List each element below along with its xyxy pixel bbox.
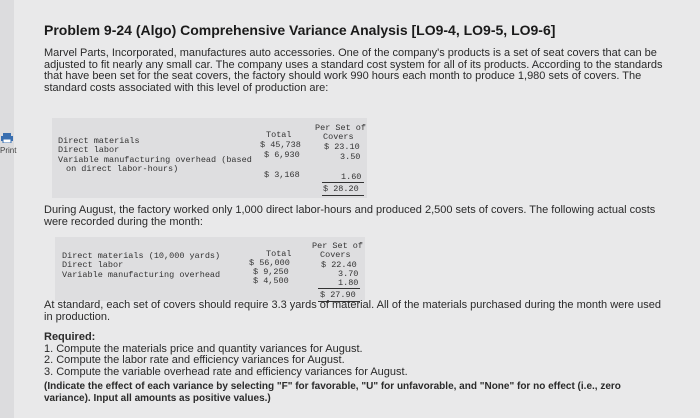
- act-row-per-set: 3.70: [338, 269, 359, 279]
- act-row-label: Direct materials (10,000 yards): [62, 251, 221, 261]
- standard-note: At standard, each set of covers should require 3.3 yards of material. All of the materials purchased during the month were used in production.: [44, 299, 661, 323]
- problem-intro: Marvel Parts, Incorporated, manufactures auto accessories. One of the company's products is a set of seat covers that can be adjusted to fit nearly any small car. The company uses a standard cost system for all of its products. According to the standards that have been set for the seat covers, the factory should work 990 hours each month to produce 1,980 sets of covers. The standard costs associated with this level of production are:: [44, 47, 663, 94]
- august-intro: During August, the factory worked only 1,000 direct labor-hours and produced 2,500 sets of covers. The following actual costs were recorded during the month:: [44, 204, 656, 228]
- required-item: 3. Compute the variable overhead rate and efficiency variances for August.: [44, 365, 408, 378]
- act-grand-total: $ 27.90: [320, 290, 356, 300]
- std-row-total: $ 45,738: [260, 140, 301, 150]
- std-row-label: Direct materials: [58, 136, 140, 146]
- instruction-note: (Indicate the effect of each variance by selecting "F" for favorable, "U" for unfavorable, and "None" for no effect (i.e., zero variance). Input all amounts as positive values.): [44, 381, 621, 404]
- required-section: [44, 332, 664, 378]
- required-item: 1. Compute the materials price and quantity variances for August.: [44, 342, 363, 355]
- std-total-rule: [322, 182, 364, 183]
- required-item: 2. Compute the labor rate and efficiency variances for August.: [44, 354, 345, 366]
- print-label[interactable]: Print: [0, 146, 17, 155]
- act-row-total: $ 4,500: [253, 276, 289, 286]
- std-row-label: Variable manufacturing overhead (based: [58, 155, 252, 165]
- act-row-label: Direct labor: [62, 260, 124, 270]
- std-col-total: Total: [266, 130, 292, 140]
- left-rail: [0, 0, 17, 418]
- act-row-total: $ 56,000: [249, 258, 290, 268]
- print-icon[interactable]: [1, 133, 13, 143]
- std-row-label-cont: on direct labor-hours): [66, 164, 179, 174]
- std-row-per-set: 1.60: [341, 172, 362, 182]
- std-col-per-set-2: Covers: [323, 132, 354, 142]
- act-row-per-set: $ 22.40: [321, 260, 357, 270]
- act-col-total: Total: [266, 249, 292, 259]
- act-col-per-set-2: Covers: [320, 250, 351, 260]
- std-row-total: $ 3,168: [264, 170, 300, 180]
- std-grand-total: $ 28.20: [323, 184, 359, 194]
- std-row-per-set: $ 23.10: [324, 142, 360, 152]
- act-row-per-set: 1.80: [338, 278, 359, 288]
- std-row-per-set: 3.50: [340, 152, 361, 162]
- act-col-per-set-1: Per Set of: [312, 241, 364, 251]
- problem-title: Problem 9-24 (Algo) Comprehensive Variance Analysis [LO9-4, LO9-5, LO9-6]: [44, 22, 556, 38]
- std-row-label: Direct labor: [58, 145, 120, 155]
- act-row-total: $ 9,250: [253, 267, 289, 277]
- std-row-total: $ 6,930: [264, 150, 300, 160]
- act-row-label: Variable manufacturing overhead: [62, 270, 221, 280]
- std-col-per-set-1: Per Set of: [315, 123, 367, 133]
- act-total-rule: [318, 288, 360, 289]
- std-total-double-rule: [322, 195, 364, 196]
- required-heading: Required:: [44, 331, 96, 343]
- required-list: [44, 344, 664, 379]
